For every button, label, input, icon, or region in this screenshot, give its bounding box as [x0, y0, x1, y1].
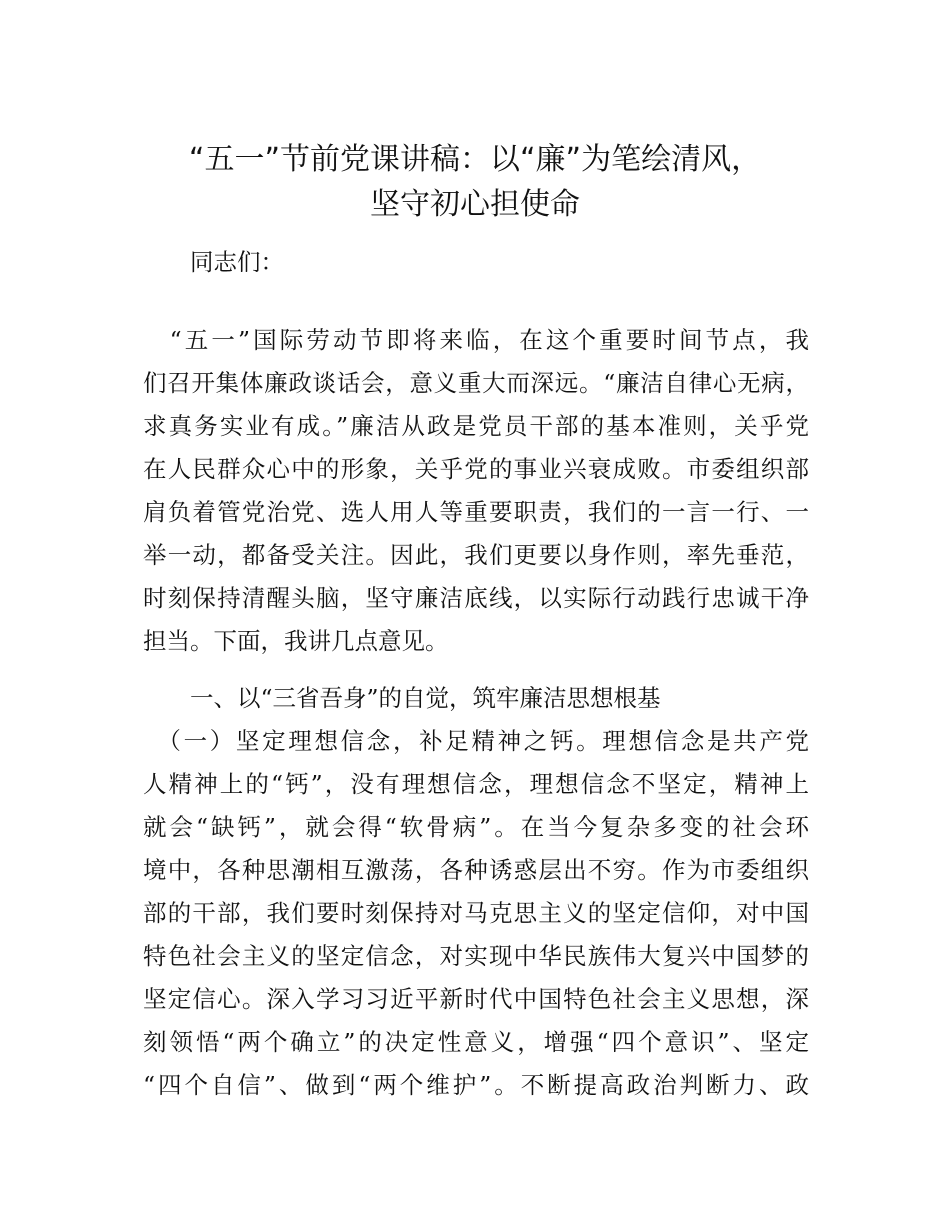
- paragraph-line: 们召开集体廉政谈话会，意义重大而深远。“廉洁自律心无病，: [143, 369, 809, 397]
- paragraph-line: “五一”国际劳动节即将来临，在这个重要时间节点，我: [143, 326, 809, 354]
- paragraph-line: 特色社会主义的坚定信念，对实现中华民族伟大复兴中国梦的: [143, 942, 809, 970]
- paragraph-line: 举一动，都备受关注。因此，我们更要以身作则，率先垂范，: [143, 541, 809, 569]
- paragraph-line: 部的干部，我们要时刻保持对马克思主义的坚定信仰，对中国: [143, 899, 809, 927]
- document-title-line-1: “五一”节前党课讲稿：以“廉”为笔绘清风，: [188, 142, 762, 177]
- paragraph-line: 肩负着管党治党、选人用人等重要职责，我们的一言一行、一: [143, 498, 809, 526]
- salutation: 同志们：: [190, 248, 284, 276]
- paragraph-line: 求真务实业有成。”廉洁从政是党员干部的基本准则，关乎党: [143, 412, 809, 440]
- paragraph-line: “四个自信”、做到“两个维护”。不断提高政治判断力、政: [143, 1071, 809, 1099]
- paragraph-line: （一）坚定理想信念，补足精神之钙。理想信念是共产党: [143, 727, 809, 755]
- section-heading: 一、以“三省吾身”的自觉，筑牢廉洁思想根基: [143, 684, 661, 712]
- paragraph-line: 坚定信心。深入学习习近平新时代中国特色社会主义思想，深: [143, 985, 809, 1013]
- paragraph-line: 人精神上的“钙”，没有理想信念，理想信念不坚定，精神上: [143, 770, 809, 798]
- paragraph-line: 时刻保持清醒头脑，坚守廉洁底线，以实际行动践行忠诚干净: [143, 584, 809, 612]
- paragraph-line: 刻领悟“两个确立”的决定性意义，增强“四个意识”、坚定: [143, 1028, 809, 1056]
- paragraph-line: 在人民群众心中的形象，关乎党的事业兴衰成败。市委组织部: [143, 455, 809, 483]
- document-title-line-2: 坚守初心担使命: [370, 187, 580, 222]
- paragraph-line: 就会“缺钙”，就会得“软骨病”。在当今复杂多变的社会环: [143, 813, 809, 841]
- paragraph-line: 境中，各种思潮相互激荡，各种诱惑层出不穷。作为市委组织: [143, 856, 809, 884]
- paragraph-line: 担当。下面，我讲几点意见。: [143, 627, 449, 655]
